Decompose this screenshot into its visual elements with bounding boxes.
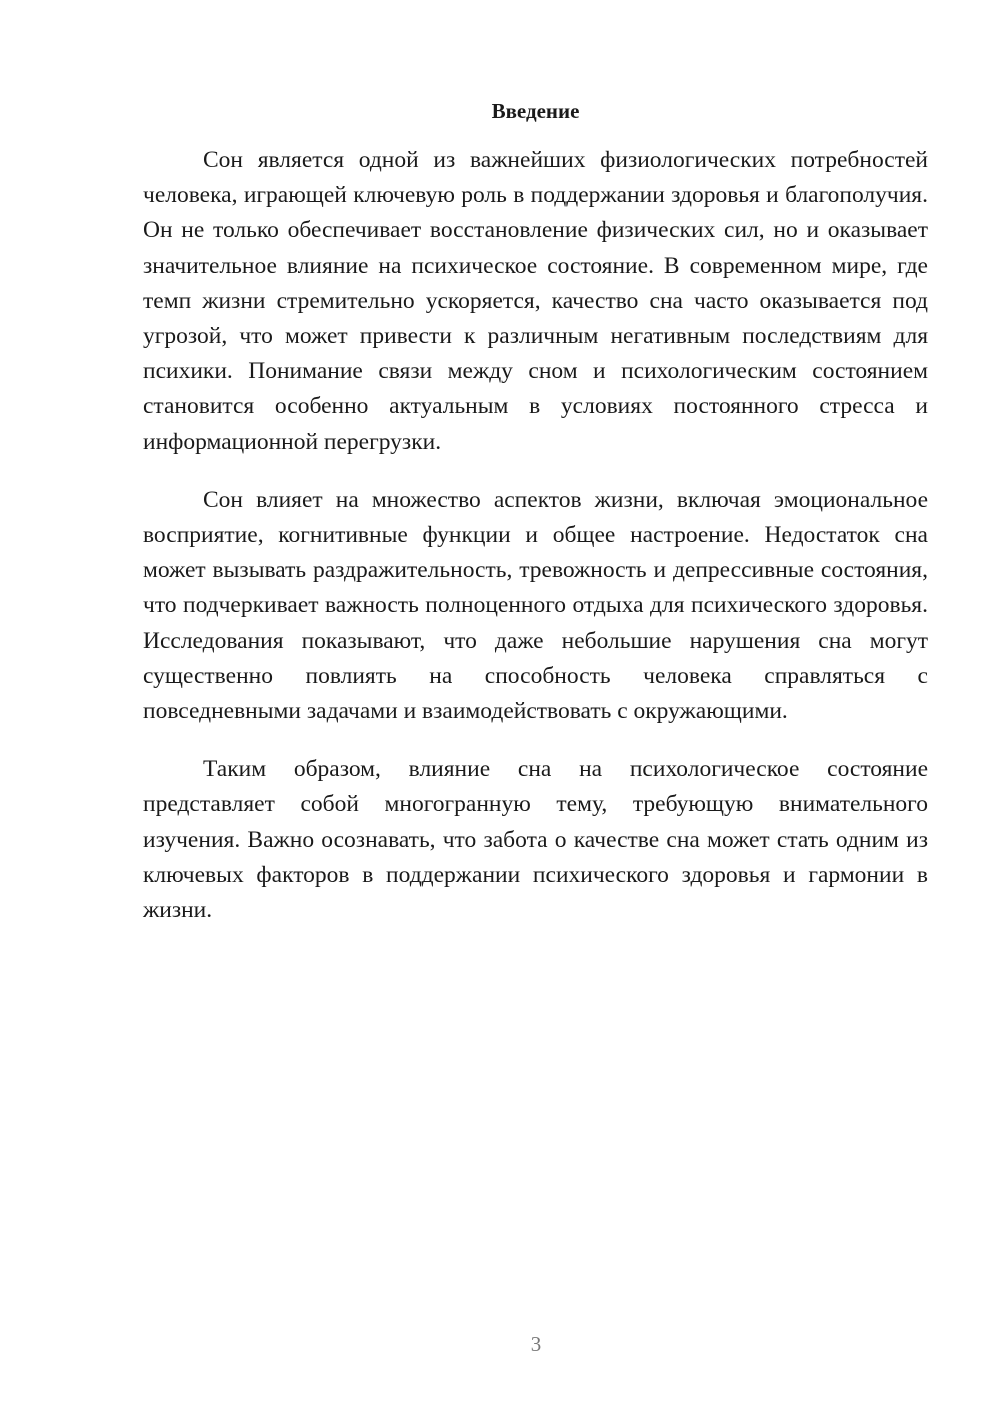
section-heading: Введение [491, 99, 580, 123]
body-text [143, 143, 928, 951]
paragraph-2: Сон влияет на множество аспектов жизни, включая эмоциональное восприятие, когнитивные функции и общее настроение. Недостаток сна может вызывать раздражительность, тревожность и депрессивные состояния, что подчеркивает важность полноценного отдыха для психического здоровья. Исследования показывают, что даже небольшие нарушения сна могут существенно повлиять на способность человека справляться с повседневными задачами и взаимодействовать с окружающими. [143, 486, 928, 725]
paragraph-3: Таким образом, влияние сна на психологическое состояние представляет собой многогранную тему, требующую внимательного изучения. Важно осознавать, что забота о качестве сна может стать одним из ключевых факторов в поддержании психического здоровья и гармонии в жизни. [143, 756, 928, 924]
paragraph-1: Сон является одной из важнейших физиологических потребностей человека, играющей ключевую роль в поддержании здоровья и благополучия. Он не только обеспечивает восстановление физических сил, но и оказывает значительное влияние на психическое состояние. В современном мире, где темп жизни стремительно ускоряется, качество сна часто оказывается под угрозой, что может привести к различным негативным последствиям для психики. Понимание связи между сном и психологическим состоянием становится особенно актуальным в условиях постоянного стресса и информационной перегрузки. [143, 147, 928, 455]
page-number: 3 [530, 1332, 542, 1356]
